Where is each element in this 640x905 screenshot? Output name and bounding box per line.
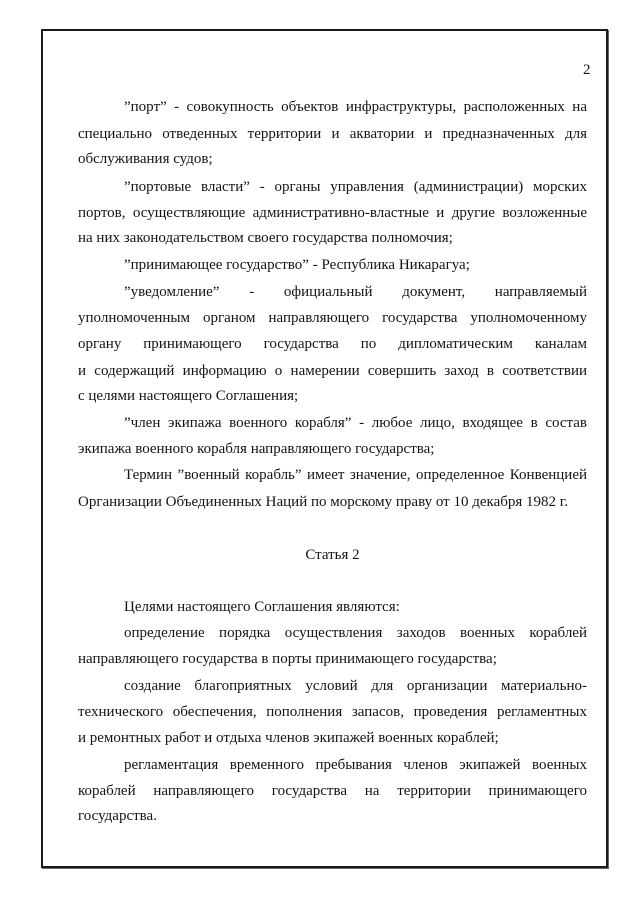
text-line: направляющего государства в порты принимающего государства; (78, 651, 497, 667)
text-line: с целями настоящего Соглашения; (78, 388, 299, 404)
text-line: портов, осуществляющие административно-властные и другие возложенные (78, 205, 587, 221)
text-line: уполномоченным органом направляющего государства уполномоченному (78, 310, 587, 326)
text-line: ”член экипажа военного корабля” - любое лицо, входящее в состав (124, 415, 587, 431)
text-line: органу принимающего государства по дипломатическим каналам (78, 336, 587, 352)
text-line: специально отведенных территории и акватории и предназначенных для (78, 126, 587, 142)
text-line: на них законодательством своего государства полномочия; (78, 230, 453, 246)
text-line: и содержащий информацию о намерении совершить заход в соответствии (78, 363, 587, 379)
text-line: государства. (78, 808, 157, 824)
text-line: ”порт” - совокупность объектов инфраструктуры, расположенных на (124, 99, 587, 115)
text-line: ”портовые власти” - органы управления (администрации) морских (124, 179, 587, 195)
text-line: создание благоприятных условий для организации материально- (124, 678, 587, 694)
section-heading: Статья 2 (305, 547, 360, 563)
text-line: экипажа военного корабля направляющего государства; (78, 441, 435, 457)
text-line: обслуживания судов; (78, 151, 213, 167)
text-line: Термин ”военный корабль” имеет значение, определенное Конвенцией (124, 467, 587, 483)
text-line: Организации Объединенных Наций по морскому праву от 10 декабря 1982 г. (78, 494, 568, 510)
page-number: 2 (583, 62, 591, 78)
text-line: определение порядка осуществления заходов военных кораблей (124, 625, 587, 641)
text-line: технического обеспечения, пополнения запасов, проведения регламентных (78, 704, 587, 720)
text-line: кораблей направляющего государства на территории принимающего (78, 783, 587, 799)
text-line: и ремонтных работ и отдыха членов экипажей военных кораблей; (78, 730, 499, 746)
text-line: ”принимающее государство” - Республика Никарагуа; (124, 257, 470, 273)
text-line: Целями настоящего Соглашения являются: (124, 599, 400, 615)
text-line: ”уведомление” - официальный документ, направляемый (124, 284, 587, 300)
text-line: регламентация временного пребывания членов экипажей военных (124, 757, 587, 773)
